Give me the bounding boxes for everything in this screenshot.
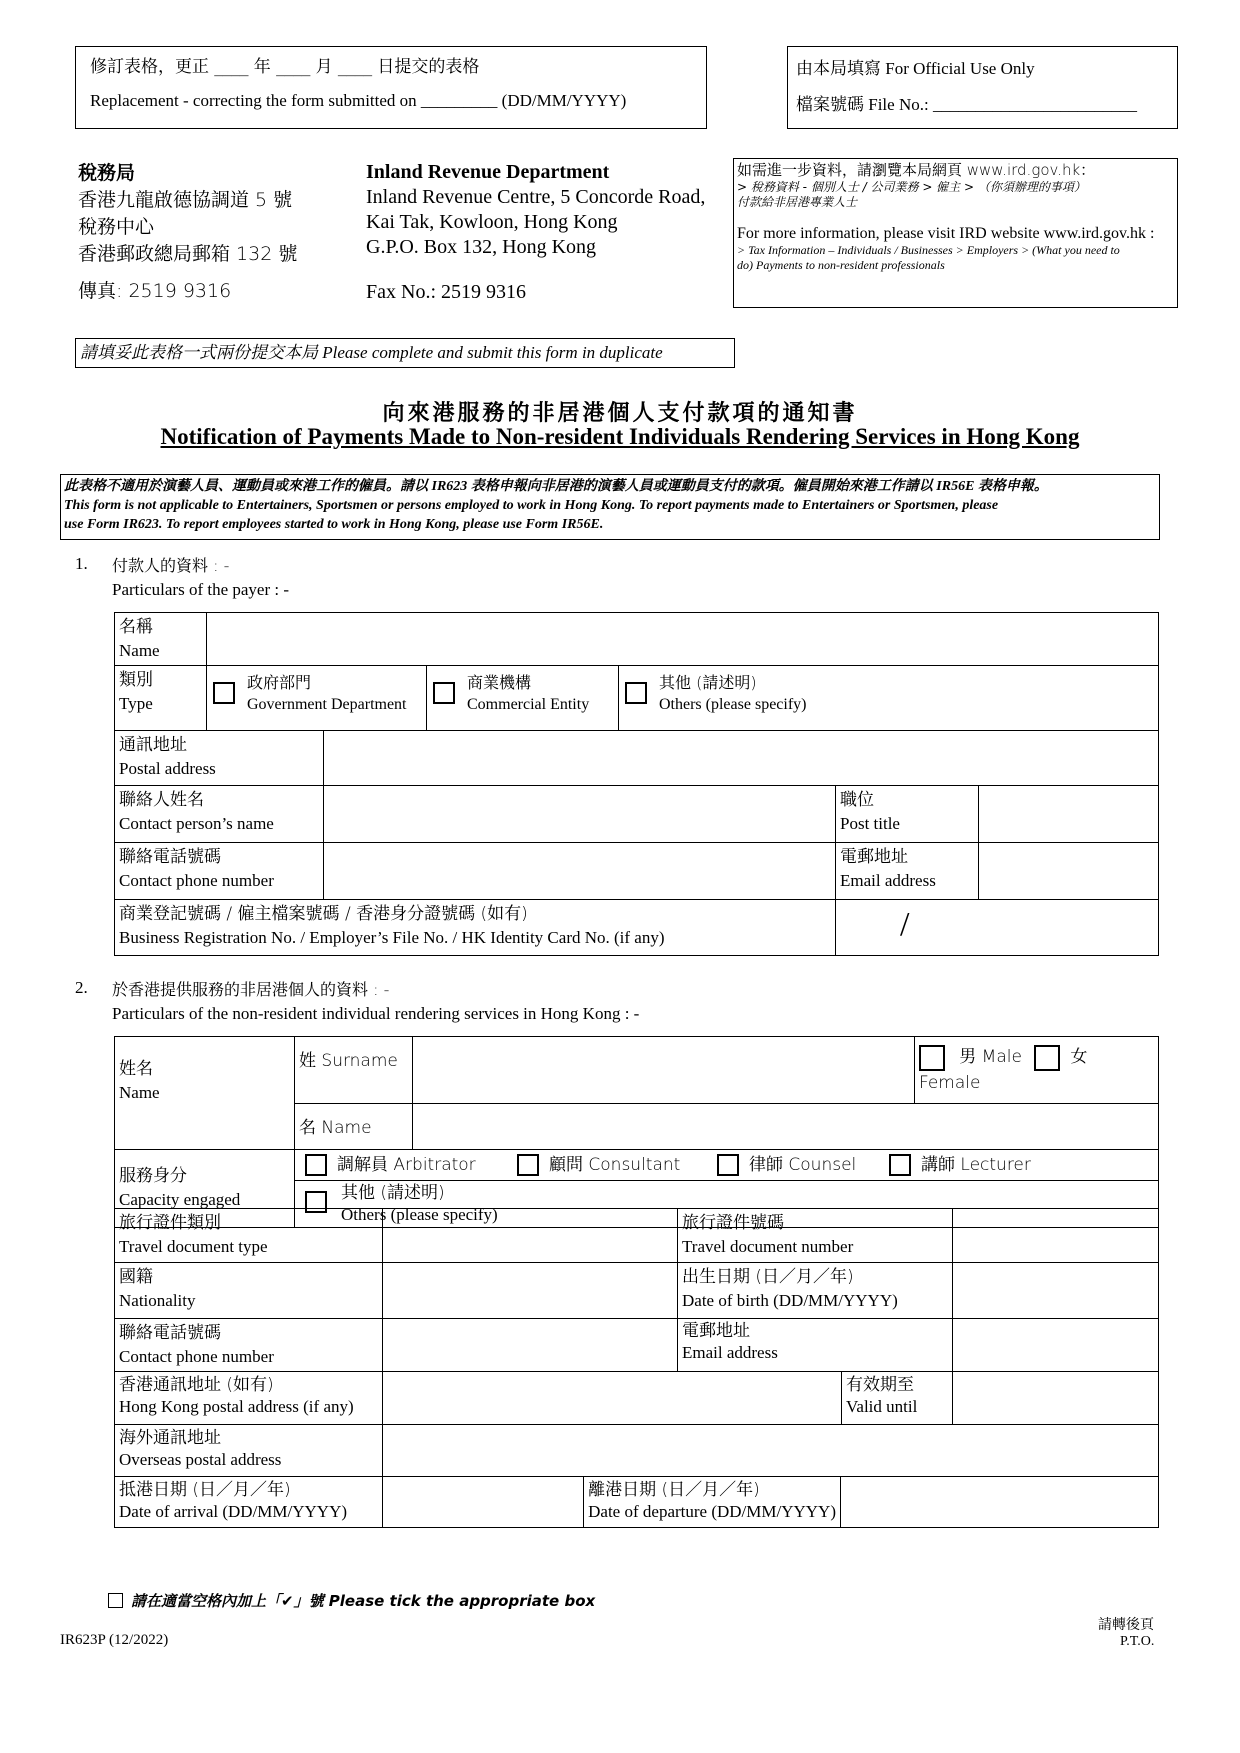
tick-note-text: 請在適當空格內加上「✔」號 Please tick the appropriate box — [131, 1592, 596, 1610]
post-title-field[interactable] — [979, 786, 1159, 843]
payer-address-label: 通訊地址 Postal address — [115, 731, 324, 786]
nationality-label: 國籍 Nationality — [115, 1263, 383, 1319]
notice-box — [60, 474, 1160, 540]
section-2-heading — [112, 978, 639, 1026]
brn-separator: / — [900, 906, 910, 943]
official-use-label: 由本局填寫 For Official Use Only — [796, 59, 1035, 78]
government-checkbox[interactable] — [213, 682, 235, 704]
official-use-box — [787, 46, 1178, 129]
section-1-number: 1. — [75, 554, 88, 573]
consultant-label: 顧問 Consultant — [549, 1155, 681, 1176]
tick-box-icon — [108, 1593, 123, 1608]
info-en-intro: For more information, please visit IRD website www.ird.gov.hk : — [737, 225, 1155, 242]
hk-address-input[interactable] — [383, 1372, 842, 1424]
department-cn-name: 稅務局 — [78, 162, 136, 184]
notice-en-1: This form is not applicable to Entertainers, Sportsmen or persons employed to work in Hong Kong. To report payments made to Entertainers or Sportsmen, please — [64, 498, 999, 513]
type-government-option[interactable]: 政府部門 Government Department — [207, 666, 427, 730]
post-title-label: 職位 Post title — [836, 786, 979, 843]
department-en-name: Inland Revenue Department — [366, 161, 610, 183]
consultant-checkbox[interactable] — [517, 1154, 539, 1176]
valid-until-field[interactable] — [953, 1372, 1159, 1425]
section-2-heading-cn: 於香港提供服務的非居港個人的資料 : - — [112, 980, 390, 999]
travel-doc-number-field[interactable] — [953, 1209, 1159, 1263]
commercial-checkbox[interactable] — [433, 682, 455, 704]
overseas-address-field[interactable] — [383, 1425, 1159, 1477]
department-en-block — [366, 160, 705, 305]
payer-email-field[interactable] — [979, 843, 1159, 900]
dates-row — [115, 1477, 1159, 1528]
overseas-address-label: 海外通訊地址 Overseas postal address — [115, 1425, 383, 1477]
individual-details-table — [114, 1208, 1159, 1528]
dob-label: 出生日期 (日／月／年) Date of birth (DD/MM/YYYY) — [678, 1263, 953, 1319]
payer-address-field[interactable] — [324, 731, 1159, 786]
overseas-address-row — [115, 1425, 1159, 1477]
male-label: 男 Male — [959, 1047, 1022, 1067]
info-cn-intro: 如需進一步資料，請瀏覽本局網頁 www.ird.gov.hk： — [737, 161, 1096, 179]
others-checkbox[interactable] — [625, 682, 647, 704]
capacity-label: 服務身分 Capacity engaged — [115, 1150, 295, 1228]
notice-en-2: use Form IR623. To report employees started to work in Hong Kong, please use Form IR56E. — [64, 517, 604, 532]
capacity-options: 調解員 Arbitrator 顧問 Consultant 律師 Counsel 講師 Lecturer 其他 (請述明) Others (please specify) — [295, 1150, 1159, 1228]
gender-options — [915, 1037, 1159, 1104]
travel-doc-row — [115, 1209, 1159, 1263]
departure-label: 離港日期 (日／月／年) Date of departure (DD/MM/YYYY) — [588, 1480, 836, 1521]
payer-email-label: 電郵地址 Email address — [836, 843, 979, 900]
department-en-fax: Fax No.: 2519 9316 — [366, 281, 526, 303]
departure-field[interactable] — [841, 1477, 1159, 1528]
replacement-box — [75, 46, 707, 129]
department-cn-block — [78, 160, 297, 305]
payer-type-label: 類別 Type — [115, 666, 207, 731]
payer-type-row — [115, 666, 1159, 731]
payer-brn-row — [115, 900, 1159, 956]
lecturer-label: 講師 Lecturer — [921, 1155, 1031, 1176]
travel-doc-number-label: 旅行證件號碼 Travel document number — [678, 1209, 953, 1263]
female-checkbox[interactable] — [1034, 1045, 1060, 1071]
hk-address-row — [115, 1372, 1159, 1425]
form-code: IR623P (12/2022) — [60, 1632, 169, 1648]
contact-name-field[interactable] — [324, 786, 836, 843]
hk-address-label: 香港通訊地址 (如有) Hong Kong postal address (if any) — [115, 1372, 383, 1425]
individual-email-label: 電郵地址 Email address — [678, 1319, 953, 1372]
tick-note — [108, 1590, 595, 1611]
given-name-field[interactable] — [413, 1104, 1159, 1150]
section-1-heading-cn: 付款人的資料 : - — [112, 556, 230, 575]
travel-doc-type-label: 旅行證件類別 Travel document type — [115, 1209, 383, 1263]
replacement-cn-line: 修訂表格，更正 ____ 年 ____ 月 ____ 日提交的表格 — [90, 57, 480, 77]
surname-field[interactable] — [413, 1037, 915, 1104]
arbitrator-label: 調解員 Arbitrator — [337, 1155, 476, 1176]
individual-phone-field[interactable] — [383, 1319, 678, 1372]
department-cn-fax: 傳真: 2519 9316 — [78, 280, 232, 302]
payer-type-options — [207, 666, 1159, 731]
info-en-path-2: do) Payments to non-resident professionals — [737, 258, 945, 272]
female-label: 女 Female — [919, 1047, 1088, 1094]
individual-phone-row — [115, 1319, 1159, 1372]
duplicate-note-text: 請填妥此表格一式兩份提交本局 Please complete and submit this form in duplicate — [80, 343, 663, 362]
surname-label: 姓 Surname — [295, 1037, 413, 1104]
info-cn-path-1: > 稅務資料 - 個別人士 / 公司業務 > 僱主 > （你須辦理的事項） — [737, 180, 1086, 194]
travel-doc-type-field[interactable] — [383, 1209, 678, 1263]
section-2-heading-en: Particulars of the non-resident individual rendering services in Hong Kong : - — [112, 1004, 640, 1023]
duplicate-note — [75, 338, 735, 368]
department-cn-address-1: 香港九龍啟德協調道 5 號 — [78, 189, 293, 211]
title-en: Notification of Payments Made to Non-resident Individuals Rendering Services in Hong Kong — [160, 424, 1080, 449]
counsel-label: 律師 Counsel — [749, 1155, 857, 1176]
payer-phone-field[interactable] — [324, 843, 836, 900]
lecturer-checkbox[interactable] — [889, 1154, 911, 1176]
individual-name-label: 姓名 Name — [115, 1037, 295, 1150]
dob-field[interactable] — [953, 1263, 1159, 1319]
pto-en: P.T.O. — [1120, 1634, 1155, 1649]
department-en-address-1: Inland Revenue Centre, 5 Concorde Road, — [366, 186, 706, 208]
contact-name-label: 聯絡人姓名 Contact person’s name — [115, 786, 324, 843]
section-1-heading — [112, 554, 289, 602]
payer-phone-row — [115, 843, 1159, 900]
info-en-path-1: > Tax Information – Individuals / Businesses > Employers > (What you need to — [737, 243, 1120, 257]
counsel-checkbox[interactable] — [717, 1154, 739, 1176]
nationality-row — [115, 1263, 1159, 1319]
arrival-field[interactable] — [383, 1477, 584, 1527]
individual-email-field[interactable] — [953, 1319, 1159, 1372]
department-cn-address-3: 香港郵政總局郵箱 132 號 — [78, 243, 298, 265]
department-cn-address-2: 稅務中心 — [78, 216, 155, 238]
valid-until-label: 有效期至 Valid until — [846, 1375, 918, 1416]
info-cn-path-2: 付款給非居港專業人士 — [737, 195, 858, 209]
individual-phone-label: 聯絡電話號碼 Contact phone number — [115, 1319, 383, 1372]
arbitrator-checkbox[interactable] — [305, 1154, 327, 1176]
arrival-departure-cells — [383, 1477, 841, 1528]
type-others-option[interactable]: 其他 (請述明) Others (please specify) — [619, 666, 1158, 730]
payer-name-label: 名稱 Name — [115, 613, 207, 666]
brn-label: 商業登記號碼 / 僱主檔案號碼 / 香港身分證號碼 (如有) Business Registration No. / Employer’s File No. / HK Identity Card No. (if any) — [115, 900, 836, 956]
info-box — [733, 158, 1178, 308]
section-1-heading-en: Particulars of the payer : - — [112, 580, 290, 599]
surname-row — [115, 1037, 1159, 1104]
arrival-label: 抵港日期 (日／月／年) Date of arrival (DD/MM/YYYY) — [115, 1477, 383, 1528]
hk-address-field[interactable] — [383, 1372, 953, 1425]
payer-name-row — [115, 613, 1159, 666]
given-name-label: 名 Name — [295, 1104, 413, 1150]
payer-table — [114, 612, 1159, 956]
nationality-field[interactable] — [383, 1263, 678, 1319]
individual-name-table — [114, 1036, 1159, 1228]
payer-phone-label: 聯絡電話號碼 Contact phone number — [115, 843, 324, 900]
title-cn: 向來港服務的非居港個人支付款項的通知書 — [382, 401, 858, 426]
type-commercial-option[interactable]: 商業機構 Commercial Entity — [427, 666, 619, 730]
brn-field[interactable] — [836, 900, 1159, 956]
pto-cn: 請轉後頁 — [1098, 1617, 1154, 1633]
notice-cn: 此表格不適用於演藝人員、運動員或來港工作的僱員。請以 IR623 表格申報向非居港的演藝人員或運動員支付的款項。僱員開始來港工作請以 IR56E 表格申報。 — [64, 479, 1048, 494]
payer-name-field[interactable] — [207, 613, 1159, 666]
section-2-number: 2. — [75, 978, 88, 997]
file-no-field[interactable]: 檔案號碼 File No.: ________________________ — [796, 95, 1137, 114]
male-checkbox[interactable] — [919, 1045, 945, 1071]
replacement-en-line: Replacement - correcting the form submitted on _________ (DD/MM/YYYY) — [90, 91, 627, 110]
payer-contact-row — [115, 786, 1159, 843]
department-en-address-3: G.P.O. Box 132, Hong Kong — [366, 236, 597, 258]
department-en-address-2: Kai Tak, Kowloon, Hong Kong — [366, 211, 618, 233]
payer-address-row — [115, 731, 1159, 786]
